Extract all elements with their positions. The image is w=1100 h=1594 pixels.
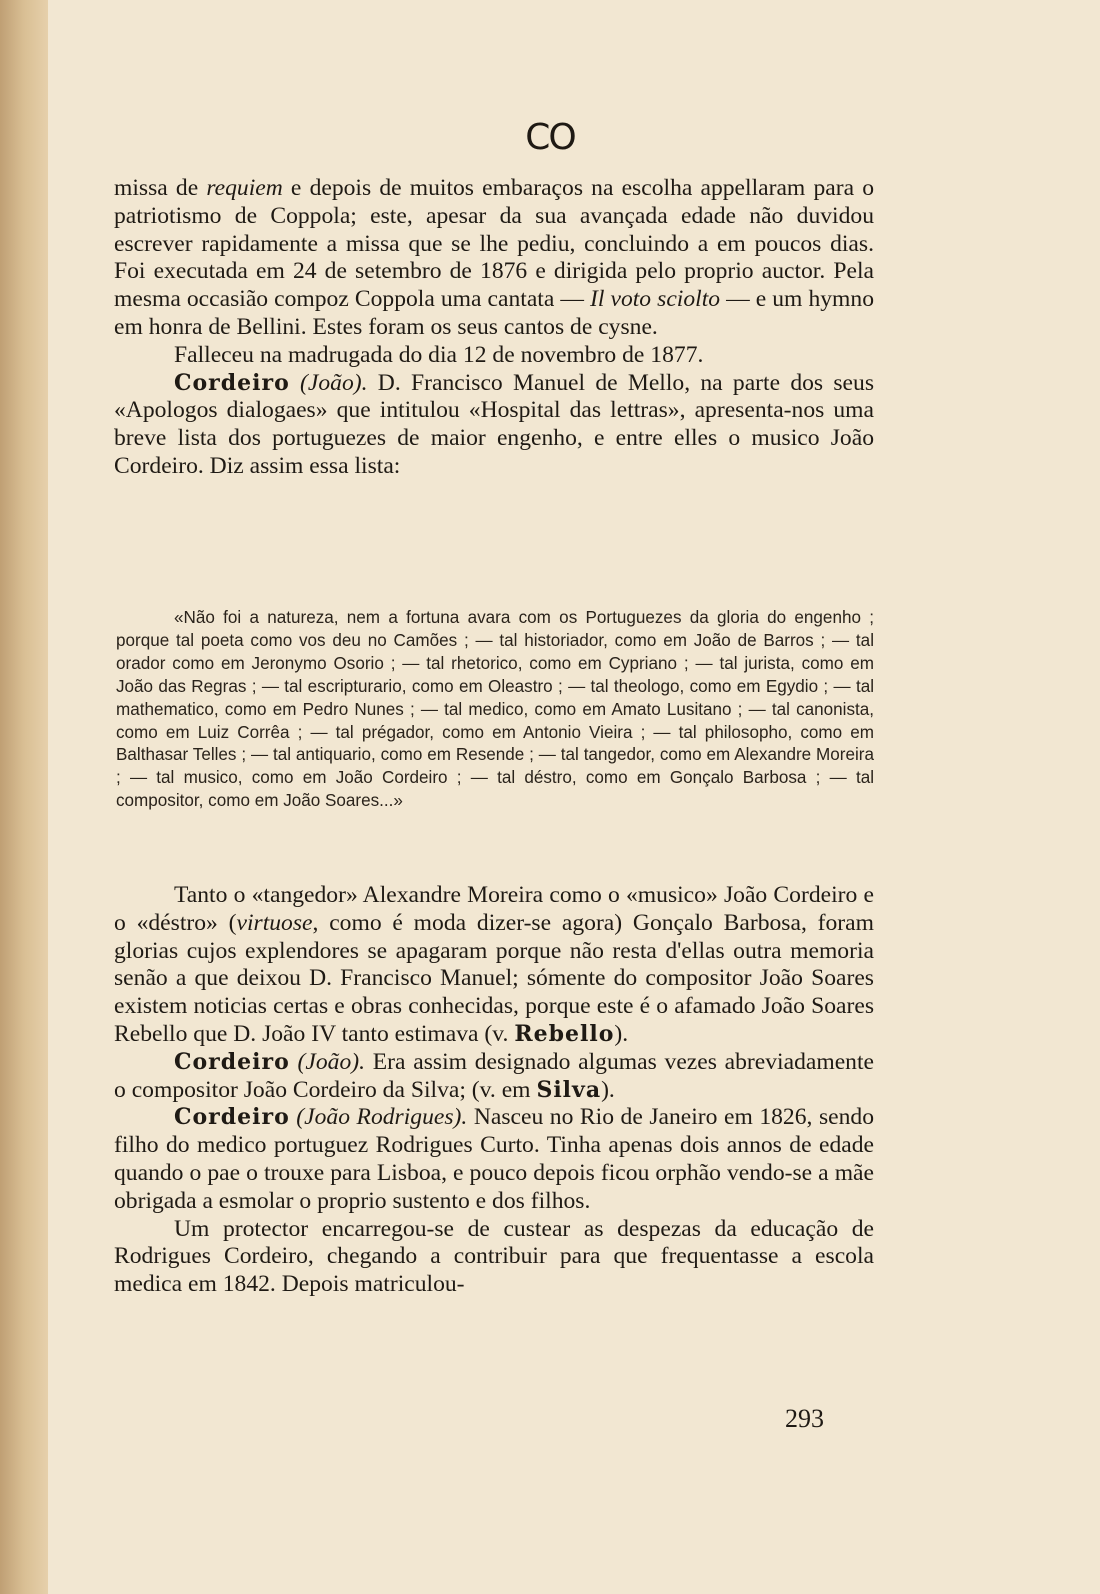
text-block-top <box>114 175 874 481</box>
text-run: missa de <box>114 175 207 201</box>
text-run: Nasceu no Rio de Janeiro em 1826, sendo filho do medico portuguez Rodrigues Curto. Tinha apenas dois annos de edade quando o pae o trouxe para Lisboa, e pouco depois ficou orphão vendo-se a mãe obrigada a esmolar o proprio sustento e dos filhos. <box>114 1104 874 1214</box>
text-run: ). <box>601 1076 615 1103</box>
paragraph-cordeiro-joao-2 <box>114 1049 874 1105</box>
text-run: — e um hymno em honra de Bellini. Estes foram os seus cantos de cysne. <box>114 286 874 340</box>
italic-text: Il voto sciolto <box>590 286 721 313</box>
entry-heading: Cordeiro <box>174 1104 290 1131</box>
paragraph-falleceu <box>114 342 874 370</box>
paragraph-cordeiro-joao <box>114 370 874 481</box>
quotation-text: «Não foi a natureza, nem a fortuna avara com os Portuguezes da gloria do engenho ; porque tal poeta como vos deu no Camões ; — tal historiador, como em João de Barros ; — tal orador como em Jeronymo Osorio ; — tal rhetorico, como em Cypriano ; — tal jurista, como em João das Regras ; — tal escripturario, como em Oleastro ; — tal theologo, como em Egydio ; — tal mathematico, como em Pedro Nunes ; — tal medico, como em Amato Lusitano ; — tal canonista, como em Luiz Corrêa ; — tal prégador, como em Antonio Vieira ; — tal philosopho, como em Balthasar Telles ; — tal antiquario, como em Resende ; — tal tangedor, como em Alexandre Moreira ; — tal musico, como em João Cordeiro ; — tal déstro, como em Gonçalo Barbosa ; — tal compositor, como em João Soares...» <box>116 608 874 811</box>
page-number: 293 <box>785 1404 824 1433</box>
entry-heading: Silva <box>536 1076 602 1103</box>
entry-heading: Rebello <box>514 1020 615 1047</box>
quotation-block <box>116 607 874 813</box>
paragraph-coppola <box>114 175 874 342</box>
page-binding-edge <box>0 0 48 1594</box>
entry-heading: Cordeiro <box>174 1048 290 1075</box>
paragraph-cordeiro-rodrigues <box>114 1104 874 1215</box>
running-header: CO <box>525 117 575 158</box>
italic-text: virtuose <box>236 909 313 936</box>
italic-text: (João). <box>289 369 368 396</box>
text-run: ). <box>614 1020 629 1047</box>
text-run: D. Francisco Manuel de Mello, na parte dos seus «Apologos dialogaes» que intitulou «Hospital das lettras», apresenta-nos uma breve lista dos portuguezes de maior engenho, e entre elles o musico João Cordeiro. Diz assim essa lista: <box>114 369 874 479</box>
entry-heading: Cordeiro <box>174 369 290 396</box>
text-run: Falleceu na madrugada do dia 12 de novembro de 1877. <box>174 341 704 368</box>
text-run: Um protector encarregou-se de custear as despezas da educação de Rodrigues Cordeiro, chegando a contribuir para que frequentasse a escola medica em 1842. Depois matriculou- <box>114 1215 874 1298</box>
italic-text: (João Rodrigues). <box>289 1104 468 1131</box>
text-run: e depois de muitos embaraços na escolha appellaram para o patriotismo de Coppola; este, apesar da sua avançada edade não duvidou escrever rapidamente a missa que se lhe pediu, concluindo a em poucos dias. Foi executada em 24 de setembro de 1876 e dirigida pelo proprio auctor. Pela mesma occasião compoz Coppola uma cantata — <box>114 175 874 313</box>
text-block-bottom <box>114 882 874 1299</box>
text-run: Era assim designado algumas vezes abreviadamente o compositor João Cordeiro da Silva; (v. em <box>114 1048 875 1103</box>
paragraph-protector <box>114 1216 874 1299</box>
italic-text: (João). <box>289 1048 366 1075</box>
paragraph-tanto <box>114 882 874 1049</box>
text-run: , como é moda dizer-se agora) Gonçalo Barbosa, foram glorias cujos explendores se apagaram porque não resta d'ellas outra memoria senão a que deixou D. Francisco Manuel; sómente do compositor João Soares existem noticias certas e obras conhecidas, porque este é o afamado João Soares Rebello que D. João IV tanto estimava (v. <box>114 909 874 1047</box>
text-run: Tanto o «tangedor» Alexandre Moreira como o «musico» João Cordeiro e o «déstro» ( <box>114 882 874 936</box>
italic-text: requiem <box>206 175 283 201</box>
